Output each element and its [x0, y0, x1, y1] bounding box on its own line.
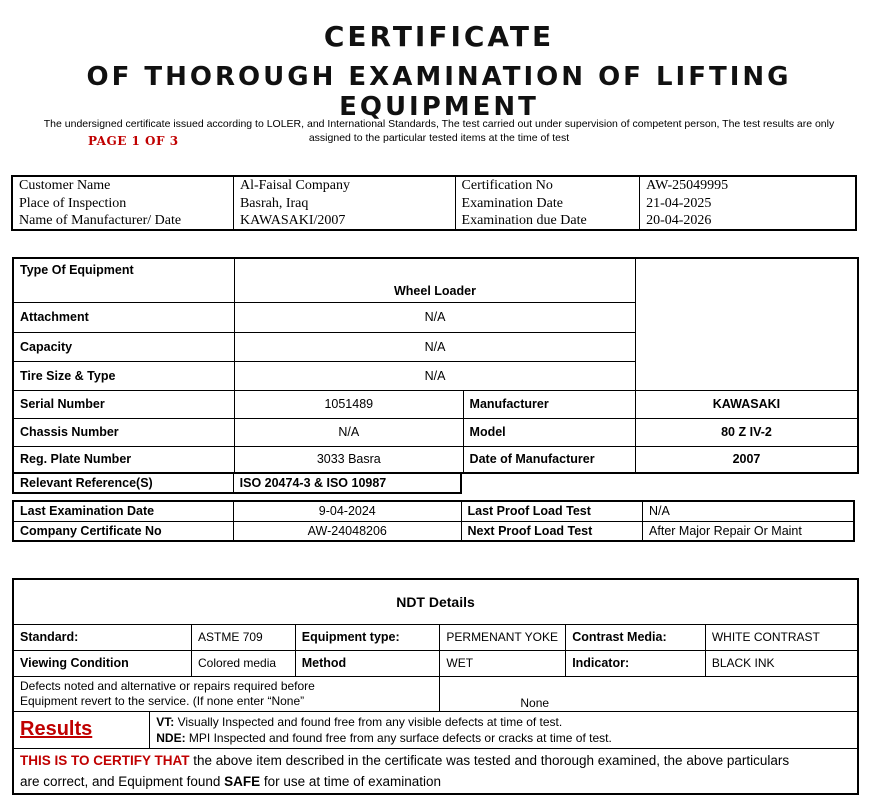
chassis-label: Chassis Number [13, 418, 235, 446]
certification-no-label: Certification No [455, 176, 640, 194]
manufacturer-date-label: Name of Manufacturer/ Date [19, 213, 182, 228]
ndt-heading: NDT Details [13, 579, 858, 624]
model-label: Model [463, 418, 635, 446]
certify-statement [13, 748, 858, 794]
manufacturer-label: Manufacturer [463, 390, 635, 418]
customer-table [11, 175, 857, 231]
standard-label: Standard: [13, 624, 192, 650]
table-row [13, 650, 858, 676]
certify-text-3: for use at time of examination [260, 773, 441, 789]
due-date-label: Examination due Date [455, 212, 640, 230]
attachment-label: Attachment [13, 302, 235, 332]
last-proof-label: Last Proof Load Test [461, 501, 643, 521]
vt-label: VT: [156, 714, 175, 729]
chassis-value: N/A [235, 418, 464, 446]
manufacturer-value: KAWASAKI [635, 390, 858, 418]
model-value: 80 Z IV-2 [635, 418, 858, 446]
vt-line [156, 714, 851, 730]
table-row [13, 446, 858, 473]
tire-label: Tire Size & Type [13, 361, 235, 390]
type-value: Wheel Loader [235, 258, 636, 302]
viewing-value: Colored media [192, 650, 296, 676]
last-exam-value: 9-04-2024 [234, 501, 461, 521]
relevant-ref-label: Relevant Reference(S) [13, 473, 233, 493]
relevant-reference-table [12, 472, 462, 494]
nde-label: NDE: [156, 730, 186, 745]
table-row [13, 473, 461, 493]
last-proof-value: N/A [643, 501, 854, 521]
table-row [13, 676, 858, 711]
ndt-table [12, 578, 859, 795]
next-proof-value: After Major Repair Or Maint [643, 521, 854, 541]
table-row [13, 624, 858, 650]
nde-line [156, 730, 851, 746]
company-cert-label: Company Certificate No [13, 521, 234, 541]
next-proof-label: Next Proof Load Test [461, 521, 643, 541]
dom-value: 2007 [635, 446, 858, 473]
table-row [13, 418, 858, 446]
serial-value: 1051489 [235, 390, 464, 418]
indicator-label: Indicator: [566, 650, 706, 676]
defects-value: None [440, 676, 858, 711]
dom-label: Date of Manufacturer [463, 446, 635, 473]
certify-text-2: are correct, and Equipment found [20, 773, 225, 789]
customer-name-label: Customer Name [19, 178, 111, 193]
method-label: Method [295, 650, 440, 676]
contrast-value: WHITE CONTRAST [705, 624, 858, 650]
contrast-label: Contrast Media: [566, 624, 706, 650]
place-label: Place of Inspection [19, 195, 127, 211]
blank-cell [635, 258, 858, 390]
intro-line-2: assigned to the particular tested items at the time of test [308, 132, 570, 144]
method-value: WET [440, 650, 566, 676]
attachment-value: N/A [235, 302, 636, 332]
table-row [13, 579, 858, 624]
type-label: Type Of Equipment [13, 258, 235, 302]
certificate-subtitle: OF THOROUGH EXAMINATION OF LIFTING EQUIPMENT [86, 62, 792, 122]
results-cell [13, 711, 150, 748]
page-number: PAGE 1 OF 3 [88, 134, 179, 148]
serial-label: Serial Number [13, 390, 235, 418]
intro-line-1: The undersigned certificate issued according to LOLER, and International Standards, The test carried out under supervision of competent person, The test results are only [43, 118, 835, 130]
table-row [13, 390, 858, 418]
plate-label: Reg. Plate Number [13, 446, 235, 473]
table-row [13, 501, 854, 521]
table-row [12, 176, 856, 194]
certify-lead: THIS IS TO CERTIFY THAT [20, 752, 190, 768]
defects-line-2: Equipment revert to the service. (If none enter “None” [20, 693, 305, 708]
results-label: Results [20, 718, 93, 740]
table-row [13, 258, 858, 302]
last-exam-label: Last Examination Date [13, 501, 234, 521]
equip-type-value: PERMENANT YOKE [440, 624, 566, 650]
table-row [12, 194, 856, 212]
exam-date-label: Examination Date [455, 194, 640, 212]
tire-value: N/A [235, 361, 636, 390]
certificate-title: CERTIFICATE [323, 20, 555, 53]
equipment-table [12, 257, 859, 474]
vt-text: Visually Inspected and found free from any visible defects at time of test. [177, 714, 563, 729]
equip-type-label: Equipment type: [295, 624, 440, 650]
table-row [13, 521, 854, 541]
capacity-label: Capacity [13, 332, 235, 361]
table-row [13, 711, 858, 748]
place-value: Basrah, Iraq [233, 194, 455, 212]
indicator-value: BLACK INK [705, 650, 858, 676]
plate-value: 3033 Basra [235, 446, 464, 473]
nde-text: MPI Inspected and found free from any surface defects or cracks at time of test. [188, 730, 612, 745]
defects-line-1: Defects noted and alternative or repairs required before [20, 678, 315, 693]
certify-text-1: the above item described in the certificate was tested and thorough examined, the above particulars [189, 752, 790, 768]
results-text [150, 711, 858, 748]
table-row [13, 748, 858, 794]
due-date-value: 20-04-2026 [640, 212, 856, 230]
customer-name-value: Al-Faisal Company [233, 176, 455, 194]
company-cert-value: AW-24048206 [234, 521, 461, 541]
manufacturer-date-value: KAWASAKI/2007 [233, 212, 455, 230]
capacity-value: N/A [235, 332, 636, 361]
exam-date-value: 21-04-2025 [640, 194, 856, 212]
standard-value: ASTME 709 [192, 624, 296, 650]
defects-note [13, 676, 440, 711]
certify-safe: SAFE [224, 773, 261, 789]
examination-table [12, 500, 855, 542]
viewing-label: Viewing Condition [13, 650, 192, 676]
table-row [12, 212, 856, 230]
relevant-ref-value: ISO 20474-3 & ISO 10987 [233, 473, 461, 493]
certification-no-value: AW-25049995 [640, 176, 856, 194]
